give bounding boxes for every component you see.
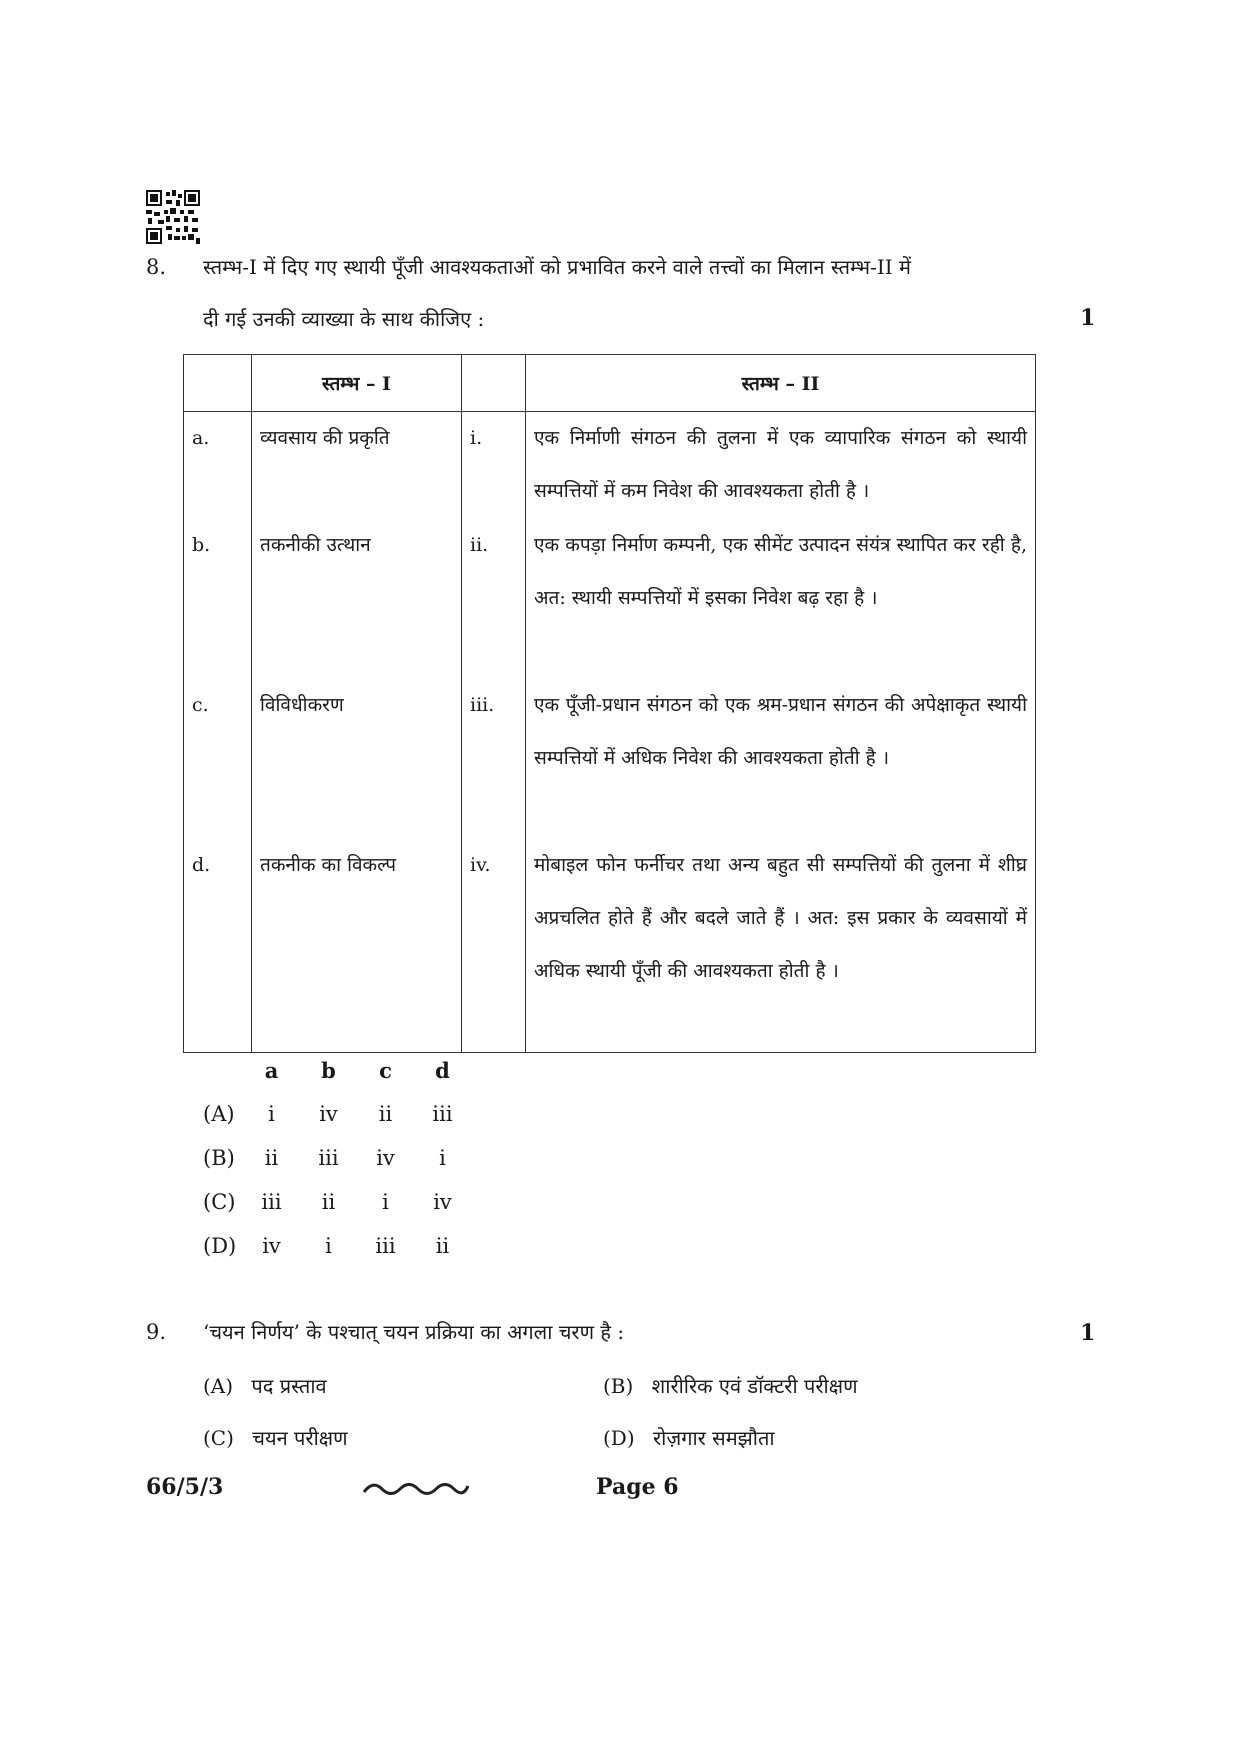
match-table <box>183 354 1036 1053</box>
question-9-text: ‘चयन निर्णय’ के पश्चात् चयन प्रक्रिया का अगला चरण है : <box>203 1320 625 1344</box>
header-empty-1 <box>184 355 252 412</box>
option-value: ii <box>435 1234 450 1258</box>
option-value: iv <box>433 1190 452 1214</box>
answer-column-label: a <box>264 1058 279 1083</box>
option-value: ii <box>321 1190 336 1214</box>
qr-code <box>146 190 200 244</box>
q9-option-c <box>203 1424 348 1451</box>
wave-ornament <box>362 1478 470 1500</box>
option-row-b <box>203 1146 471 1170</box>
option-value: iv <box>376 1146 395 1170</box>
option-text: पद प्रस्ताव <box>251 1374 327 1398</box>
option-value: i <box>325 1234 332 1258</box>
row-item: व्यवसाय की प्रकृति <box>252 412 462 519</box>
question-8-number: 8. <box>146 255 167 279</box>
row-letter: d. <box>184 839 252 1053</box>
option-value: ii <box>264 1146 279 1170</box>
option-label: (C) <box>203 1426 234 1450</box>
option-value: iii <box>375 1234 396 1258</box>
page-number: Page 6 <box>596 1474 679 1500</box>
option-label: (A) <box>203 1102 235 1126</box>
table-row <box>184 412 1036 519</box>
row-description: एक कपड़ा निर्माण कम्पनी, एक सीमेंट उत्पादन संयंत्र स्थापित कर रही है, अत: स्थायी सम्पत्तियों में इसका निवेश बढ़ रहा है । <box>526 519 1036 679</box>
row-description: मोबाइल फोन फर्नीचर तथा अन्य बहुत सी सम्पत्तियों की तुलना में शीघ्र अप्रचलित होते हैं और बदले जाते हैं । अत: इस प्रकार के व्यवसायों में अधिक स्थायी पूँजी की आवश्यकता होती है । <box>526 839 1036 1053</box>
option-value: iii <box>318 1146 339 1170</box>
option-value: ii <box>378 1102 393 1126</box>
row-roman: ii. <box>462 519 526 679</box>
answer-columns-header <box>243 1058 471 1083</box>
option-value: iv <box>319 1102 338 1126</box>
option-value: iii <box>261 1190 282 1214</box>
table-row <box>184 679 1036 839</box>
option-label: (D) <box>603 1426 635 1450</box>
option-text: रोज़गार समझौता <box>653 1426 775 1450</box>
column-1-header: स्तम्भ – I <box>252 355 462 412</box>
answer-column-label: c <box>379 1058 392 1083</box>
option-label: (B) <box>203 1146 235 1170</box>
option-row-c <box>203 1190 471 1214</box>
paper-code: 66/5/3 <box>146 1474 224 1500</box>
option-row-a <box>203 1102 471 1126</box>
row-roman: i. <box>462 412 526 519</box>
row-item: तकनीक का विकल्प <box>252 839 462 1053</box>
row-item: विविधीकरण <box>252 679 462 839</box>
option-label: (C) <box>203 1190 236 1214</box>
row-item: तकनीकी उत्थान <box>252 519 462 679</box>
option-value: i <box>382 1190 389 1214</box>
question-9-number: 9. <box>146 1320 167 1344</box>
row-letter: a. <box>184 412 252 519</box>
option-row-d <box>203 1234 471 1258</box>
match-table-header <box>184 355 1036 412</box>
question-8-marks: 1 <box>1080 305 1096 331</box>
option-value: i <box>268 1102 275 1126</box>
option-label: (B) <box>603 1374 634 1398</box>
table-row <box>184 839 1036 1053</box>
answer-column-label: d <box>435 1058 450 1083</box>
row-description: एक पूँजी-प्रधान संगठन को एक श्रम-प्रधान संगठन की अपेक्षाकृत स्थायी सम्पत्तियों में अधिक निवेश की आवश्यकता होती है । <box>526 679 1036 839</box>
option-value: iii <box>432 1102 453 1126</box>
table-row <box>184 519 1036 679</box>
option-text: शारीरिक एवं डॉक्टरी परीक्षण <box>651 1374 858 1398</box>
q9-option-d <box>603 1424 775 1451</box>
answer-column-label: b <box>321 1058 336 1083</box>
column-2-header: स्तम्भ – II <box>526 355 1036 412</box>
q9-option-a <box>203 1372 327 1399</box>
row-letter: b. <box>184 519 252 679</box>
question-8-text-line-2: दी गई उनकी व्याख्या के साथ कीजिए : <box>203 307 485 331</box>
row-letter: c. <box>184 679 252 839</box>
row-roman: iv. <box>462 839 526 1053</box>
question-8-text-line-1: स्तम्भ-I में दिए गए स्थायी पूँजी आवश्यकताओं को प्रभावित करने वाले तत्त्वों का मिलान स्तम्भ-II में <box>203 255 911 279</box>
option-label: (D) <box>203 1234 237 1258</box>
option-value: i <box>439 1146 446 1170</box>
option-value: iv <box>262 1234 281 1258</box>
option-label: (A) <box>203 1374 234 1398</box>
q9-option-b <box>603 1372 858 1399</box>
question-9-marks: 1 <box>1080 1320 1096 1346</box>
option-text: चयन परीक्षण <box>252 1426 348 1450</box>
header-empty-2 <box>462 355 526 412</box>
row-roman: iii. <box>462 679 526 839</box>
row-description: एक निर्माणी संगठन की तुलना में एक व्यापारिक संगठन को स्थायी सम्पत्तियों में कम निवेश की आवश्यकता होती है । <box>526 412 1036 519</box>
